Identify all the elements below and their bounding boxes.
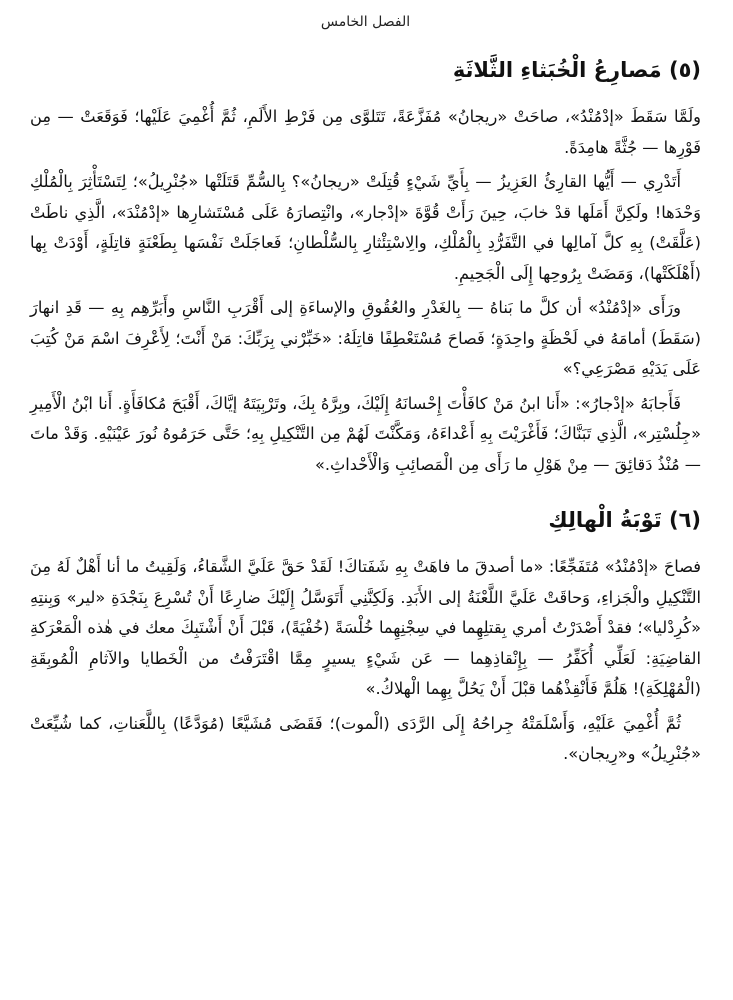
paragraph: أَتَدْرِي — أَيُّها القارِئُ العَزِيزُ — بِأَيِّ شَيْءٍ قُتِلَتْ «ريجانُ»؟ بِالسُّمِّ قَتَلَتْها «جُنْرِيلُ»؛ لِتَسْتَأْثِرَ بِالْمُلْكِ وَحْدَها! ولَكِنَّ أَمَلَها قدْ خابَ، حِينَ رَأَتْ قُوَّةَ «إدْجار»، وانْتِصارَهُ عَلَى مُسْتَشارِها «إدْمُنْدَ»، الَّذِي ناطَتْ (عَلَّقَتْ) بِهِ كلَّ آمالِها في التَّفَرُّدِ بِالْمُلْكِ، والِاسْتِئْثارِ بِالسُّلْطانِ؛ فَعاجَلَتْ نَفْسَها بِطَعْنَةٍ قاتِلَةٍ، أَوْدَتْ بِها (أَهْلَكَتْها)، وَمَضَتْ بِرُوحِها إِلَى الْجَحِيمِ. [30,172,701,283]
paragraph: ورَأَى «إدْمُنْدُ» أن كلَّ ما بَناهُ — بِالغَدْرِ والعُقُوقِ والإساءَةِ إلى أَقْرَبِ النَّاسِ وأَبَرِّهِم بِهِ — قَدِ انهارَ (سَقَطَ) أمامَهُ في لَحْظَةٍ واحِدَةٍ؛ فَصاحَ مُسْتَعْطِفًا قاتِلَهُ: «خَبِّرْني بِرَبِّكَ: مَنْ أَنْتَ؛ لِأَعْرِفَ اسْمَ مَنْ كُتِبَ عَلَى يَدَيْهِ مَصْرَعِي؟» [30,298,701,378]
running-head: الفصل الخامس [320,14,411,30]
section-6 [30,508,701,770]
section-title: (٦) تَوْبَةُ الْهالِكِ [548,508,701,532]
paragraph: فَأَجابَهُ «إدْجارُ»: «أَنا ابنُ مَنْ كافَأْتَ إِحْسانَهُ إِلَيْكَ، وبِرَّهُ بِكَ، وتَرْبِيَتَهُ إيَّاكَ، أَقْبَحَ مُكافَأَةٍ. أَنا ابْنُ الْأَمِيرِ «جِلُسْتِر»، الَّذِي تَبَنَّاكَ؛ فَأَغْرَيْتَ بِهِ أَعْداءَهُ، وَمَكَّنْتَ لَهُمْ مِن التَّنْكِيلِ بِهِ؛ حَتَّى حَرَمُوهُ نُورَ عَيْنَيْهِ. وَقَدْ ماتَ — مُنْذُ دَقائِقَ — مِنْ هَوْلِ ما رَأَى مِن الْمَصائِبِ وَالْأَحْداثِ.» [30,393,701,474]
section-5 [30,58,701,480]
paragraph: ولَمَّا سَقَطَ «إدْمُنْدُ»، صاحَتْ «ريجانُ» مُفَزَّعَةً، تَتَلوَّى مِن فَرْطِ الأَلَمِ، ثُمَّ أُغْمِيَ عَلَيْها؛ فَوَقَعَتْ — مِن فَوْرِها — جُثَّةً هامِدَةً. [30,107,701,157]
paragraph: ثُمَّ أُغْمِيَ عَلَيْهِ، وَأَسْلَمَتْهُ جِراحُهُ إِلَى الرَّدَى (الْموت)؛ فَقَضَى مُشَيَّعًا (مُوَدَّعًا) بِاللَّعَناتِ، كما شُيِّعَتْ «جُنْرِيلُ» و«رِيجان». [30,713,701,763]
section-title: (٥) مَصارِعُ الْخُبَثاءِ الثَّلاثَةِ [452,58,701,82]
paragraph: فصاحَ «إدْمُنْدُ» مُتَفَجِّعًا: «ما أصدقَ ما فاهَتْ بِهِ شَفَتاكَ! لَقَدْ حَقَّ عَلَيَّ الشَّقاءُ، وَلَقِيتُ ما أنا أَهْلٌ لَهُ مِنَ التَّنْكِيلِ والْجَزاءِ، وَحاقَتْ عَلَيَّ اللَّعْنَةُ إلى الأَبَدِ. وَلَكِنَّنِي أَتَوَسَّلُ إِلَيْكَ ضارِعًا أَنْ تُسْرِعَ بِنَجْدَةِ «لير» وَبِنتِهِ «كُرِدْليا»؛ فقدْ أَصْدَرْتُ أمري بِقتلِهِما في سِجْنِهِما خُلْسَةً (خُفْيَةً)، قَبْلَ أَنْ أَشْتَبِكَ معك في هٰذه الْمَعْرَكةِ القاضِيَةِ: لَعَلِّي أُكَفِّرُ — بِإِنْقاذِهِما — عَن شَيْءٍ يسيرٍ مِمَّا اقْتَرَفْتُ من الْخَطايا والآثامِ الْمُوبِقَةِ (الْمُهْلِكَةِ)! هَلُمَّ فَأَنْقِذْهُما قبْلَ أَنْ يَحُلَّ بِهِما الْهلاكُ.» [30,557,701,698]
